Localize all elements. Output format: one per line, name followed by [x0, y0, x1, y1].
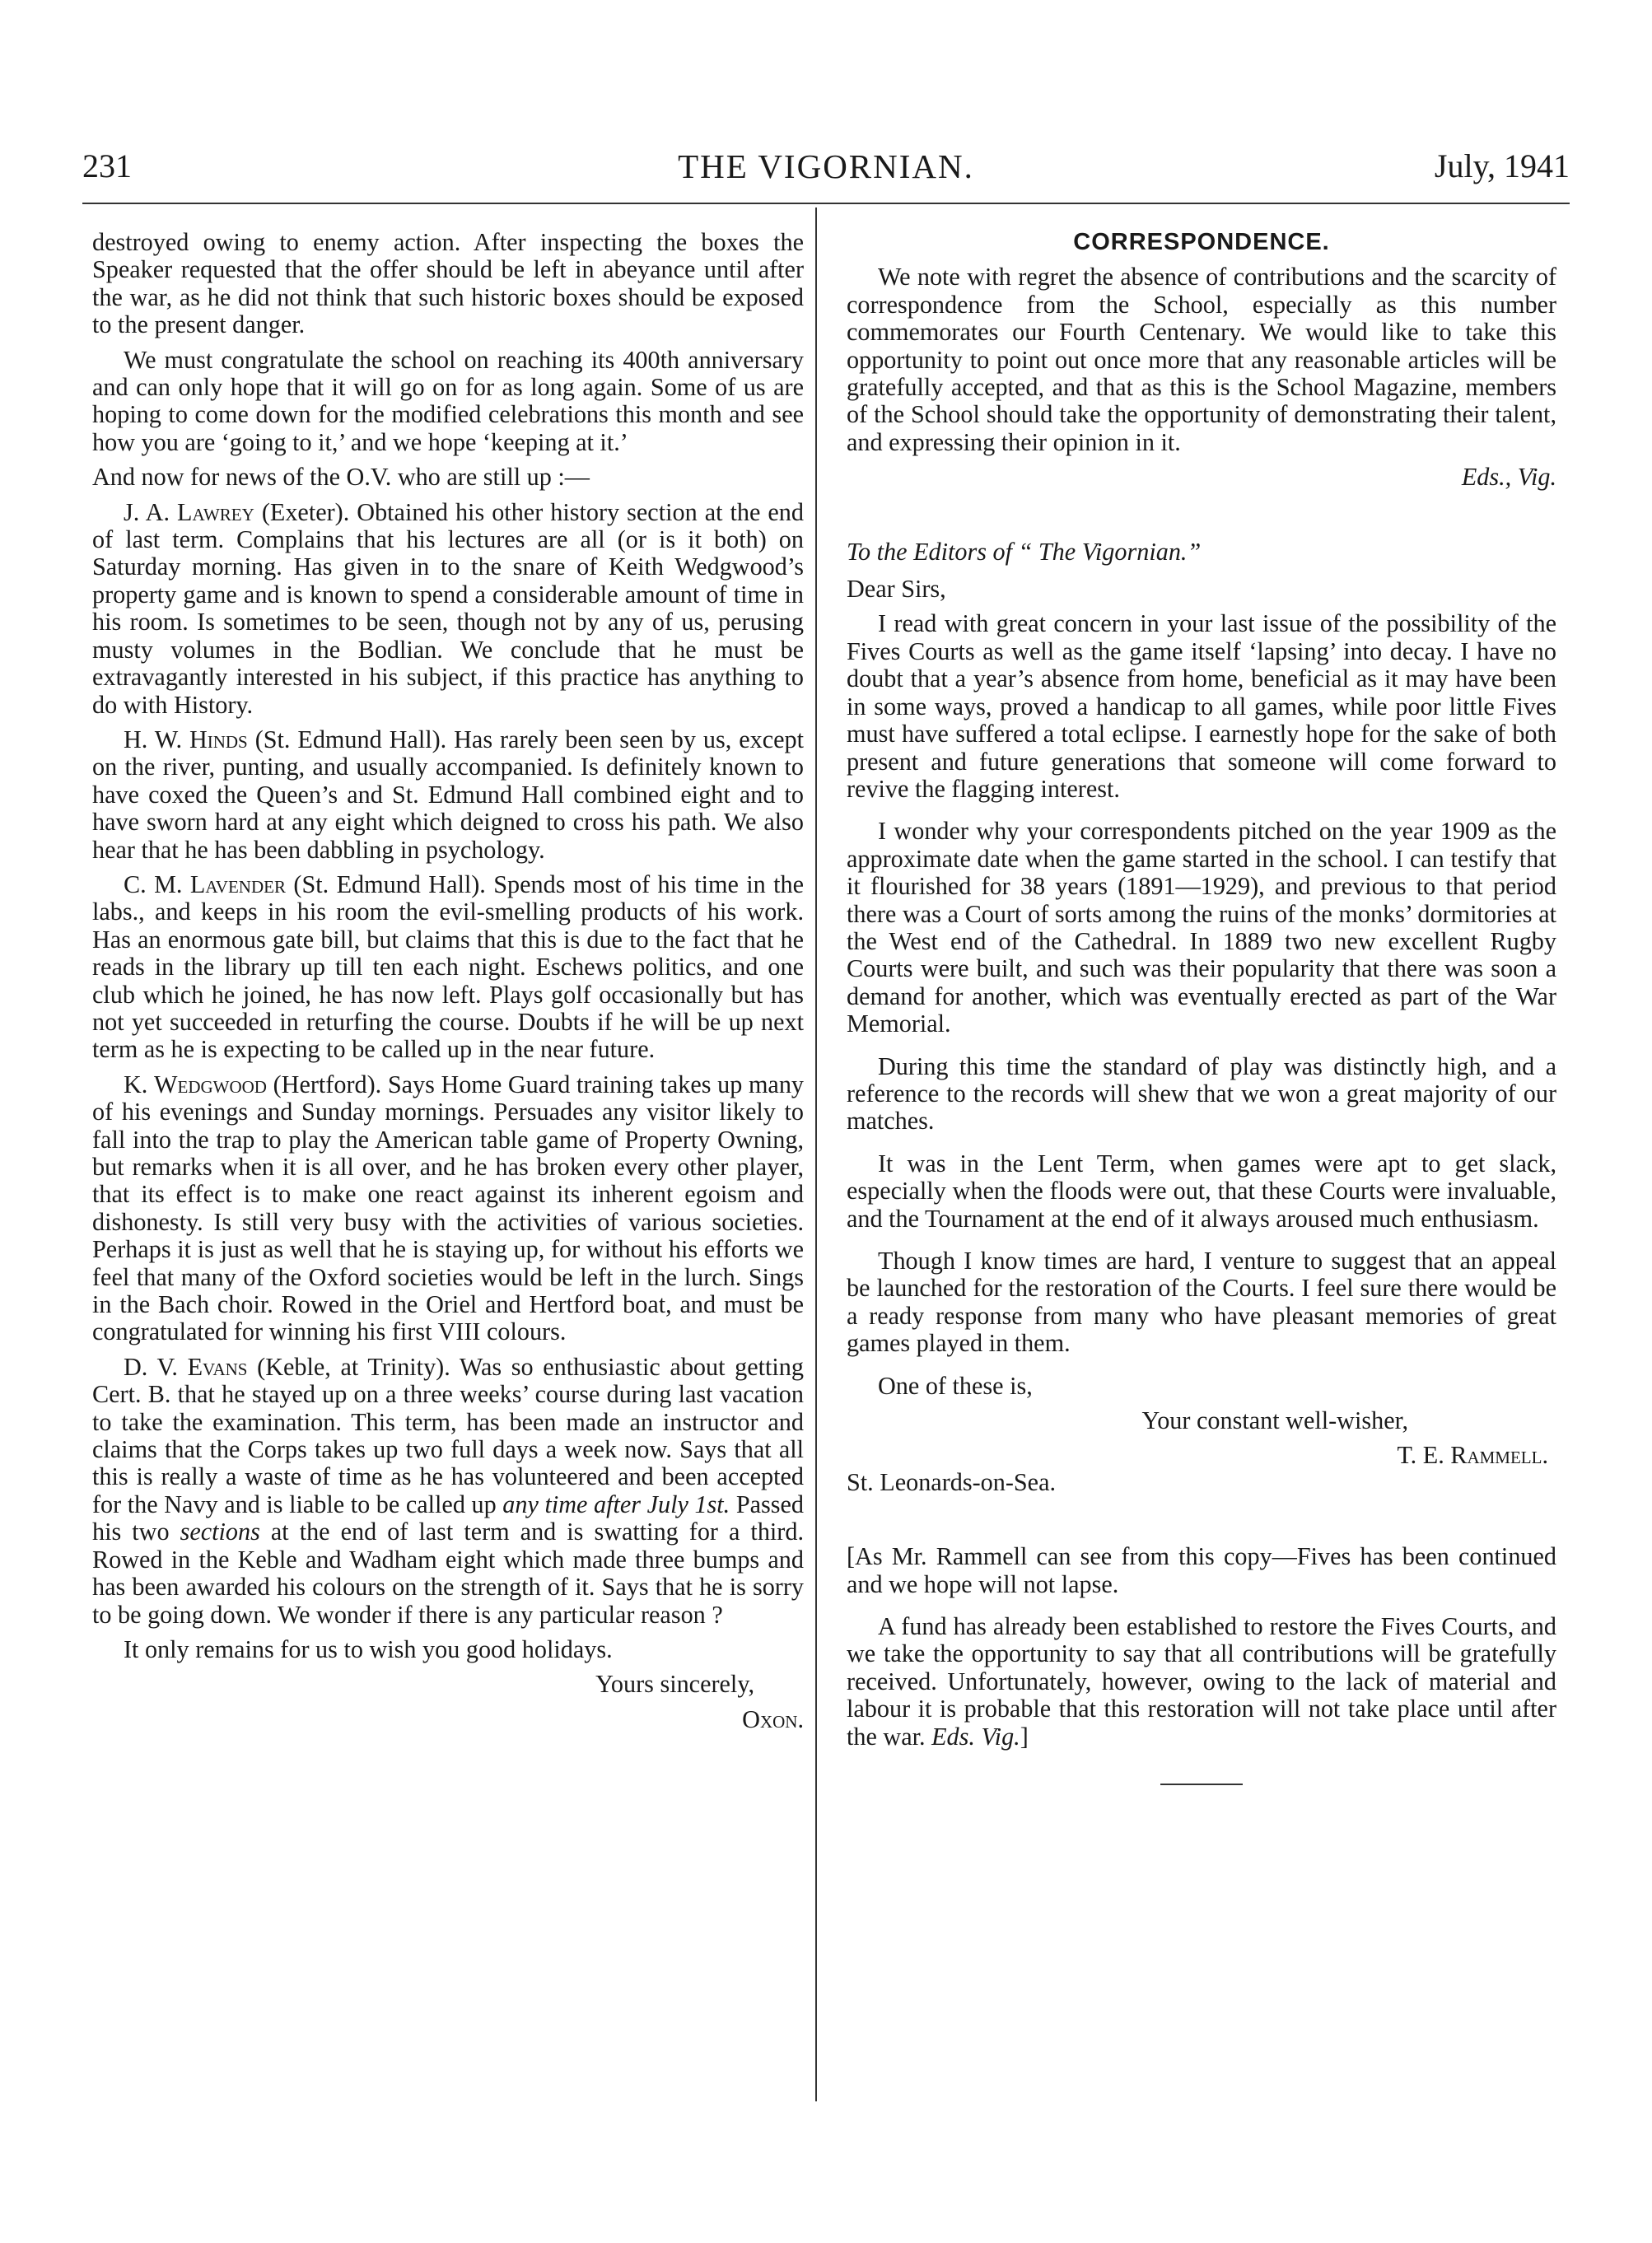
spacer	[847, 1504, 1556, 1543]
letter-paragraph-4: It was in the Lent Term, when games were apt to get slack, especially when the floods were out, that these Courts were invaluable, and the Tournament at the end of it always aroused much enthusiasm.	[847, 1149, 1556, 1233]
editor-note-2	[847, 1613, 1556, 1751]
wedgwood-text: (Hertford). Says Home Guard training takes up many of his evenings and Sunday mornings. Persuades any visitor likely to fall into the trap to play the American table game of Property Owning, but remarks when it is all over, and he has broken every other player, that its effect is to make one react against its inherent egoism and dishonesty. Is still very busy with the activities of various societies. Perhaps it is just as well that he is staying up, for without his efforts we feel that many of the Oxford societies would be left in the lurch. Sings in the Bach choir. Rowed in the Oriel and Hertford boat, and must be congratulated for winning his first VIII colours.	[92, 1070, 805, 1346]
oxon-paragraph-3: And now for news of the O.V. who are still up :—	[92, 463, 590, 492]
oxon-signature: Oxon.	[742, 1704, 804, 1733]
evans-italic-2: sections	[180, 1518, 260, 1546]
letter-paragraph-5: Though I know times are hard, I venture to suggest that an appeal be launched for the restoration of the Courts. I feel sure there would be a ready response from many who have pleasant memories of great games played in them.	[847, 1247, 1556, 1358]
left-column	[92, 229, 804, 1741]
issue-date: July, 1941	[1434, 147, 1570, 184]
letter-closing: One of these is,	[878, 1371, 1033, 1400]
column-divider	[815, 208, 817, 2101]
letter-signer: T. E. Rammell.	[1397, 1441, 1548, 1470]
evans-italic-1: any time after July 1st.	[502, 1490, 730, 1518]
wedgwood-name: Wedgwood	[154, 1070, 267, 1098]
entry-hinds	[92, 726, 804, 864]
entry-lavender	[92, 871, 804, 1064]
closing-line: It only remains for us to wish you good holidays.	[124, 1634, 613, 1663]
letter-place: St. Leonards-on-Sea.	[847, 1467, 1057, 1496]
oxon-paragraph-1: destroyed owing to enemy action. After inspecting the boxes the Speaker requested that the offer should be left in abeyance until after the war, as he did not think that such historic boxes should be exposed to the present danger.	[92, 228, 804, 339]
letter-wellwisher: Your constant well-wisher,	[1141, 1406, 1408, 1435]
lavender-text: (St. Edmund Hall). Spends most of his time in the labs., and keeps in his room the evil-smelling products of his work. Has an enormous gate bill, but claims that this is due to the fact that he reads in the library up till ten each night. Eschews politics, and one club which he joined, he has now left. Plays golf occasionally but has not yet succeeded in returfing the course. Doubts if he will be up next term as he is expecting to be called up in the near future.	[92, 870, 805, 1064]
closing-rule	[1160, 1784, 1243, 1785]
lawrey-initials: J. A.	[124, 497, 170, 526]
entry-wedgwood	[92, 1071, 804, 1346]
evans-name: Evans	[187, 1352, 248, 1381]
entry-lawrey	[92, 499, 804, 719]
letter-paragraph-2: I wonder why your correspondents pitched on the year 1909 as the approximate date when the game started in the school. I can testify that it flourished for 38 years (1891—1929), and previous to that period there was a Court of sorts among the ruins of the monks’ dormitories at the West end of the Cathedral. In 1889 two new excellent Rugby Courts were built, and such was their popularity that there was soon a demand for another, which was eventually erected as part of the War Memorial.	[847, 817, 1556, 1038]
editorial-intro: We note with regret the absence of contributions and the scarcity of correspondence from the School, especially as this number commemorates our Fourth Centenary. We would like to take this opportunity to point out once more that any reasonable articles will be gratefully accepted, and that as this is the School Magazine, members of the School should take the opportunity of demonstrating their talent, and expressing their opinion in it.	[847, 263, 1556, 456]
editor-note-1: [As Mr. Rammell can see from this copy—Fives has been continued and we hope will not lapse.	[847, 1542, 1556, 1598]
hinds-initials: H. W.	[124, 725, 182, 753]
lawrey-text: (Exeter). Obtained his other history section at the end of last term. Complains that his lectures are all (or is it both) on Saturday morning. Has given in to the snare of Keith Wedgwood’s property game and is known to spend a considerable amount of time in his room. Is sometimes to be seen, though not by any of us, perusing musty volumes in the Bodlian. We conclude that he must be extravagantly interested in his subject, if this practice has anything to do with History.	[92, 497, 804, 719]
page-header	[82, 140, 1570, 189]
editor-note-2-sign: Eds. Vig.	[931, 1722, 1020, 1751]
header-rule	[82, 203, 1570, 204]
oxon-paragraph-2: We must congratulate the school on reaching its 400th anniversary and can only hope that it will go on for as long again. Some of us are hoping to come down for the modified celebrations this month and see how you are ‘going to it,’ and we hope ‘keeping at it.’	[92, 345, 804, 456]
letter-address: To the Editors of “ The Vigornian.”	[847, 537, 1202, 566]
right-column	[847, 229, 1556, 1785]
letter-paragraph-3: During this time the standard of play was distinctly high, and a reference to the records will shew that we won a great majority of our matches.	[847, 1052, 1556, 1135]
entry-evans	[92, 1354, 804, 1629]
evans-text-1: (Keble, at Trinity). Was so enthusiastic about getting Cert. B. that he stayed up on a three weeks’ course during last vacation to take the examination. This term, has been made an instructor and claims that the Corps takes up two full days a week now. Says that all this is really a waste of time as he has volunteered and been accepted for the Navy and is liable to be called up	[92, 1352, 804, 1518]
correspondence-heading: CORRESPONDENCE.	[1073, 229, 1330, 255]
editor-note-2-text: A fund has already been established to restore the Fives Courts, and we take the opportunity to say that all contributions will be gratefully received. Unfortunately, however, owing to the lack of material and labour it is probable that this restoration will not take place until after the war.	[847, 1612, 1556, 1751]
lavender-initials: C. M.	[124, 870, 183, 898]
hinds-name: Hinds	[189, 725, 248, 753]
letter-paragraph-1: I read with great concern in your last issue of the possibility of the Fives Courts as well as the game itself ‘lapsing’ into decay. I have no doubt that a year’s absence from home, beneficial as it may have been in some ways, proved a handicap to all games, while poor little Fives must have suffered a total eclipse. I earnestly hope for the sake of both present and future generations that someone will come forward to revive the flagging interest.	[847, 609, 1556, 803]
evans-text-3: at the end of last term and is swatting for a third. Rowed in the Keble and Wadham eight which made three bumps and has been awarded his colours on the strength of it. Says that he is sorry to be going down. We wonder if there is any particular reason ?	[92, 1518, 804, 1629]
lavender-name: Lavender	[189, 870, 286, 898]
editors-sign: Eds., Vig.	[1461, 463, 1556, 492]
yours-sincerely: Yours sincerely,	[595, 1670, 754, 1699]
editor-note-2-end: ]	[1020, 1722, 1029, 1751]
wedgwood-initials: K.	[124, 1070, 148, 1098]
page-number: 231	[82, 147, 132, 184]
evans-initials: D. V.	[124, 1352, 178, 1381]
spacer	[847, 499, 1556, 539]
hinds-text: (St. Edmund Hall). Has rarely been seen by us, except on the river, punting, and usually accompanied. Is definitely known to have coxed the Queen’s and St. Edmund Hall combined eight and to have sworn hard at any eight which deigned to cross his path. We also hear that he has been dabbling in psychology.	[92, 725, 804, 864]
letter-salutation: Dear Sirs,	[847, 575, 946, 604]
lawrey-name: Lawrey	[177, 497, 254, 526]
evans-text-2: Passed his two	[92, 1490, 805, 1546]
publication-title: THE VIGORNIAN.	[678, 147, 974, 185]
